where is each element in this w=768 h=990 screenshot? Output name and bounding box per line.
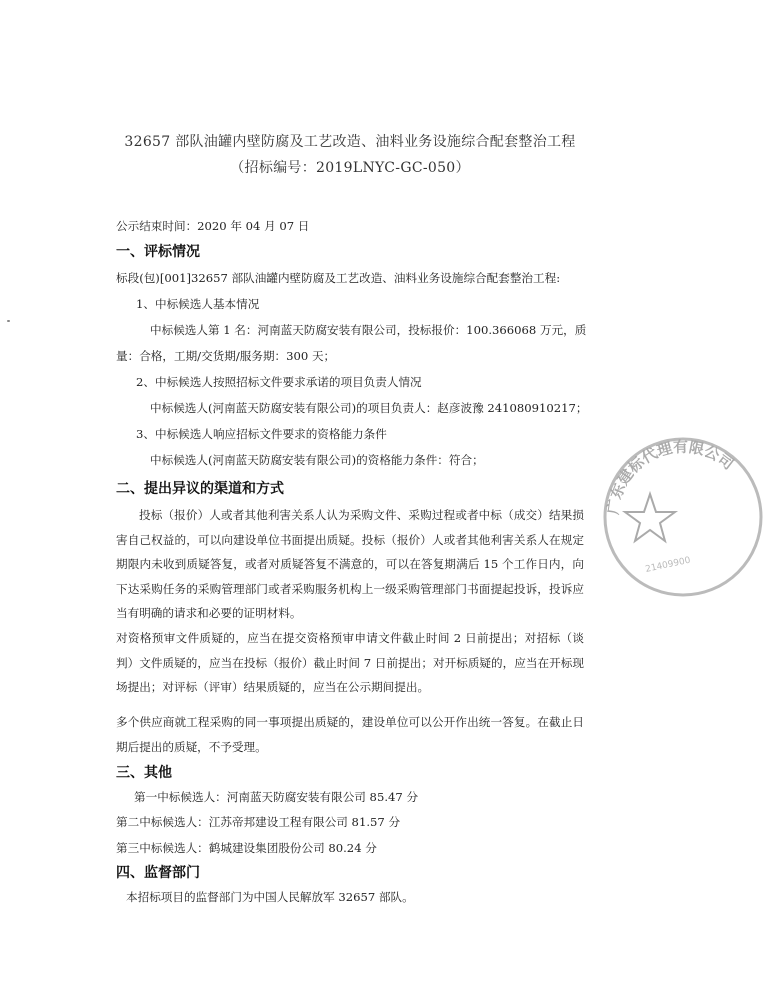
candidate-score: 第三中标候选人：鹤城建设集团股份公司 80.24 分 — [116, 841, 377, 855]
candidate-score: 第二中标候选人：江苏帝邦建设工程有限公司 81.57 分 — [116, 815, 401, 829]
item-title: 3、中标候选人响应招标文件要求的资格能力条件 — [136, 427, 387, 441]
section-heading-evaluation: 一、评标情况 — [116, 244, 200, 260]
seal-text: 广东建标代理有限公司 — [603, 437, 738, 516]
section-heading-other: 三、其他 — [116, 765, 172, 781]
objection-paragraph: 多个供应商就工程采购的同一事项提出质疑的，建设单位可以公开作出统一答复。在截止日期后提出的质疑，不予受理。 — [116, 715, 584, 754]
item-title: 1、中标候选人基本情况 — [136, 297, 260, 311]
project-manager-line: 中标候选人(河南蓝天防腐安装有限公司)的项目负责人：赵彦波豫 241080910217； — [150, 401, 588, 415]
scan-speck — [7, 320, 10, 322]
notice-end-date: 公示结束时间：2020 年 04 月 07 日 — [116, 219, 310, 233]
tender-number: （招标编号：2019LNYC-GC-050） — [230, 160, 470, 176]
lot-description: 标段(包)[001]32657 部队油罐内壁防腐及工艺改造、油料业务设施综合配套整治工程: — [116, 271, 561, 285]
candidate-score: 第一中标候选人：河南蓝天防腐安装有限公司 85.47 分 — [134, 790, 419, 804]
company-seal — [598, 432, 768, 602]
objection-paragraph: 对资格预审文件质疑的，应当在提交资格预审申请文件截止时间 2 日前提出；对招标（谈判）文件质疑的，应当在投标（报价）截止时间 7 日前提出；对开标质疑的，应当在开标现场提出；对评标（评审）结果质疑的，应当在公示期间提出。 — [116, 631, 584, 694]
item-title: 2、中标候选人按照招标文件要求承诺的项目负责人情况 — [136, 375, 422, 389]
seal-star-icon — [625, 494, 675, 541]
candidate-info-line: 量：合格，工期/交货期/服务期：300 天； — [116, 349, 336, 363]
seal-number: 21409900 — [644, 555, 692, 575]
document-title: 32657 部队油罐内壁防腐及工艺改造、油料业务设施综合配套整治工程 — [124, 134, 576, 150]
section-heading-objection: 二、提出异议的渠道和方式 — [116, 481, 284, 497]
supervision-body: 本招标项目的监督部门为中国人民解放军 32657 部队。 — [126, 890, 414, 904]
objection-paragraph: 投标（报价）人或者其他利害关系人认为采购文件、采购过程或者中标（成交）结果损害自己权益的，可以向建设单位书面提出质疑。投标（报价）人或者其他利害关系人在规定期限内未收到质疑答复，或者对质疑答复不满意的，可以在答复期满后 15 个工作日内，向下达采购任务的采购管理部门或者采购服务机构上一级采购管理部门书面提起投诉，投诉应当有明确的请求和必要的证明材料。 — [116, 508, 584, 620]
section-heading-supervision: 四、监督部门 — [116, 865, 200, 881]
qualification-line: 中标候选人(河南蓝天防腐安装有限公司)的资格能力条件：符合； — [150, 453, 484, 467]
candidate-info-line: 中标候选人第 1 名：河南蓝天防腐安装有限公司，投标报价：100.366068 万元，质 — [150, 323, 587, 337]
